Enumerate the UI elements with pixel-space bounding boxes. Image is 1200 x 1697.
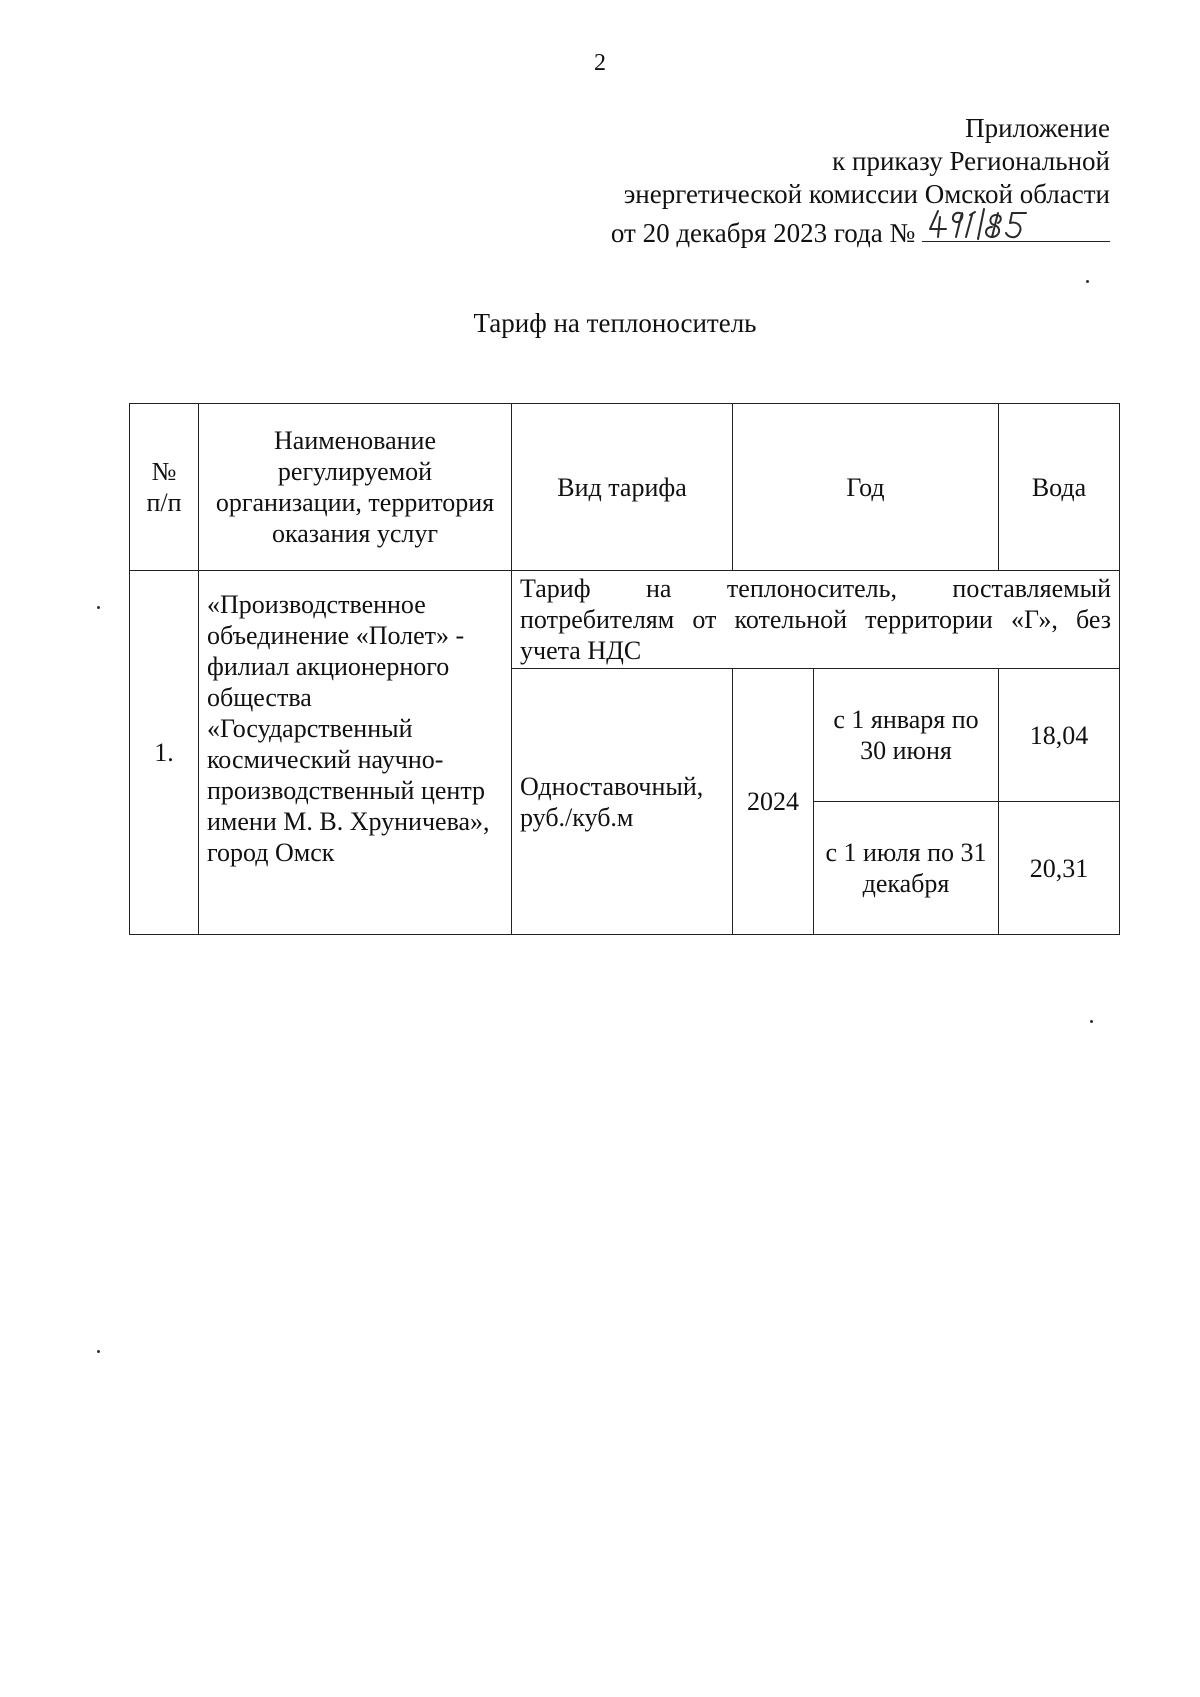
tariff-table bbox=[129, 403, 1120, 935]
header-type: Вид тарифа bbox=[512, 404, 733, 571]
header-water: Вода bbox=[999, 404, 1120, 571]
appendix-line-3: энергетической комиссии Омской области bbox=[623, 179, 1110, 209]
order-number-field bbox=[922, 211, 1110, 242]
appendix-line-1: Приложение bbox=[965, 113, 1110, 143]
scan-speck bbox=[97, 606, 100, 609]
row-org: «Производственное объединение «Полет» - филиал акционерного общества «Государственный космический научно-производственный центр имени М. В. Хруничева», город Омск bbox=[199, 571, 512, 935]
scan-speck bbox=[1086, 280, 1089, 283]
document-title: Тариф на теплоноситель bbox=[473, 308, 757, 338]
order-date-text: от 20 декабря 2023 года № bbox=[610, 218, 916, 248]
table-header-row bbox=[130, 404, 1120, 571]
scan-speck bbox=[1090, 1020, 1093, 1023]
handwritten-order-number bbox=[926, 205, 1036, 243]
row-tariff-type: Одноставочный, руб./куб.м bbox=[512, 669, 733, 935]
appendix-block bbox=[611, 112, 1110, 250]
scan-speck bbox=[97, 1350, 100, 1353]
row-value-2: 20,31 bbox=[999, 802, 1120, 935]
row-period-2: с 1 июля по 31 декабря bbox=[814, 802, 999, 935]
header-org: Наименование регулируемой организации, территория оказания услуг bbox=[199, 404, 512, 571]
row-num: 1. bbox=[130, 571, 199, 935]
row-description: Тариф на теплоноситель, поставляемый потребителям от котельной территории «Г», без учета НДС bbox=[512, 571, 1120, 669]
table-row bbox=[130, 571, 1120, 669]
order-date-line bbox=[611, 211, 1110, 250]
header-num: № п/п bbox=[130, 404, 199, 571]
row-year: 2024 bbox=[733, 669, 814, 935]
header-year: Год bbox=[733, 404, 999, 571]
page-number: 2 bbox=[594, 50, 606, 76]
row-value-1: 18,04 bbox=[999, 669, 1120, 802]
row-period-1: с 1 января по 30 июня bbox=[814, 669, 999, 802]
appendix-line-2: к приказу Региональной bbox=[832, 146, 1110, 176]
